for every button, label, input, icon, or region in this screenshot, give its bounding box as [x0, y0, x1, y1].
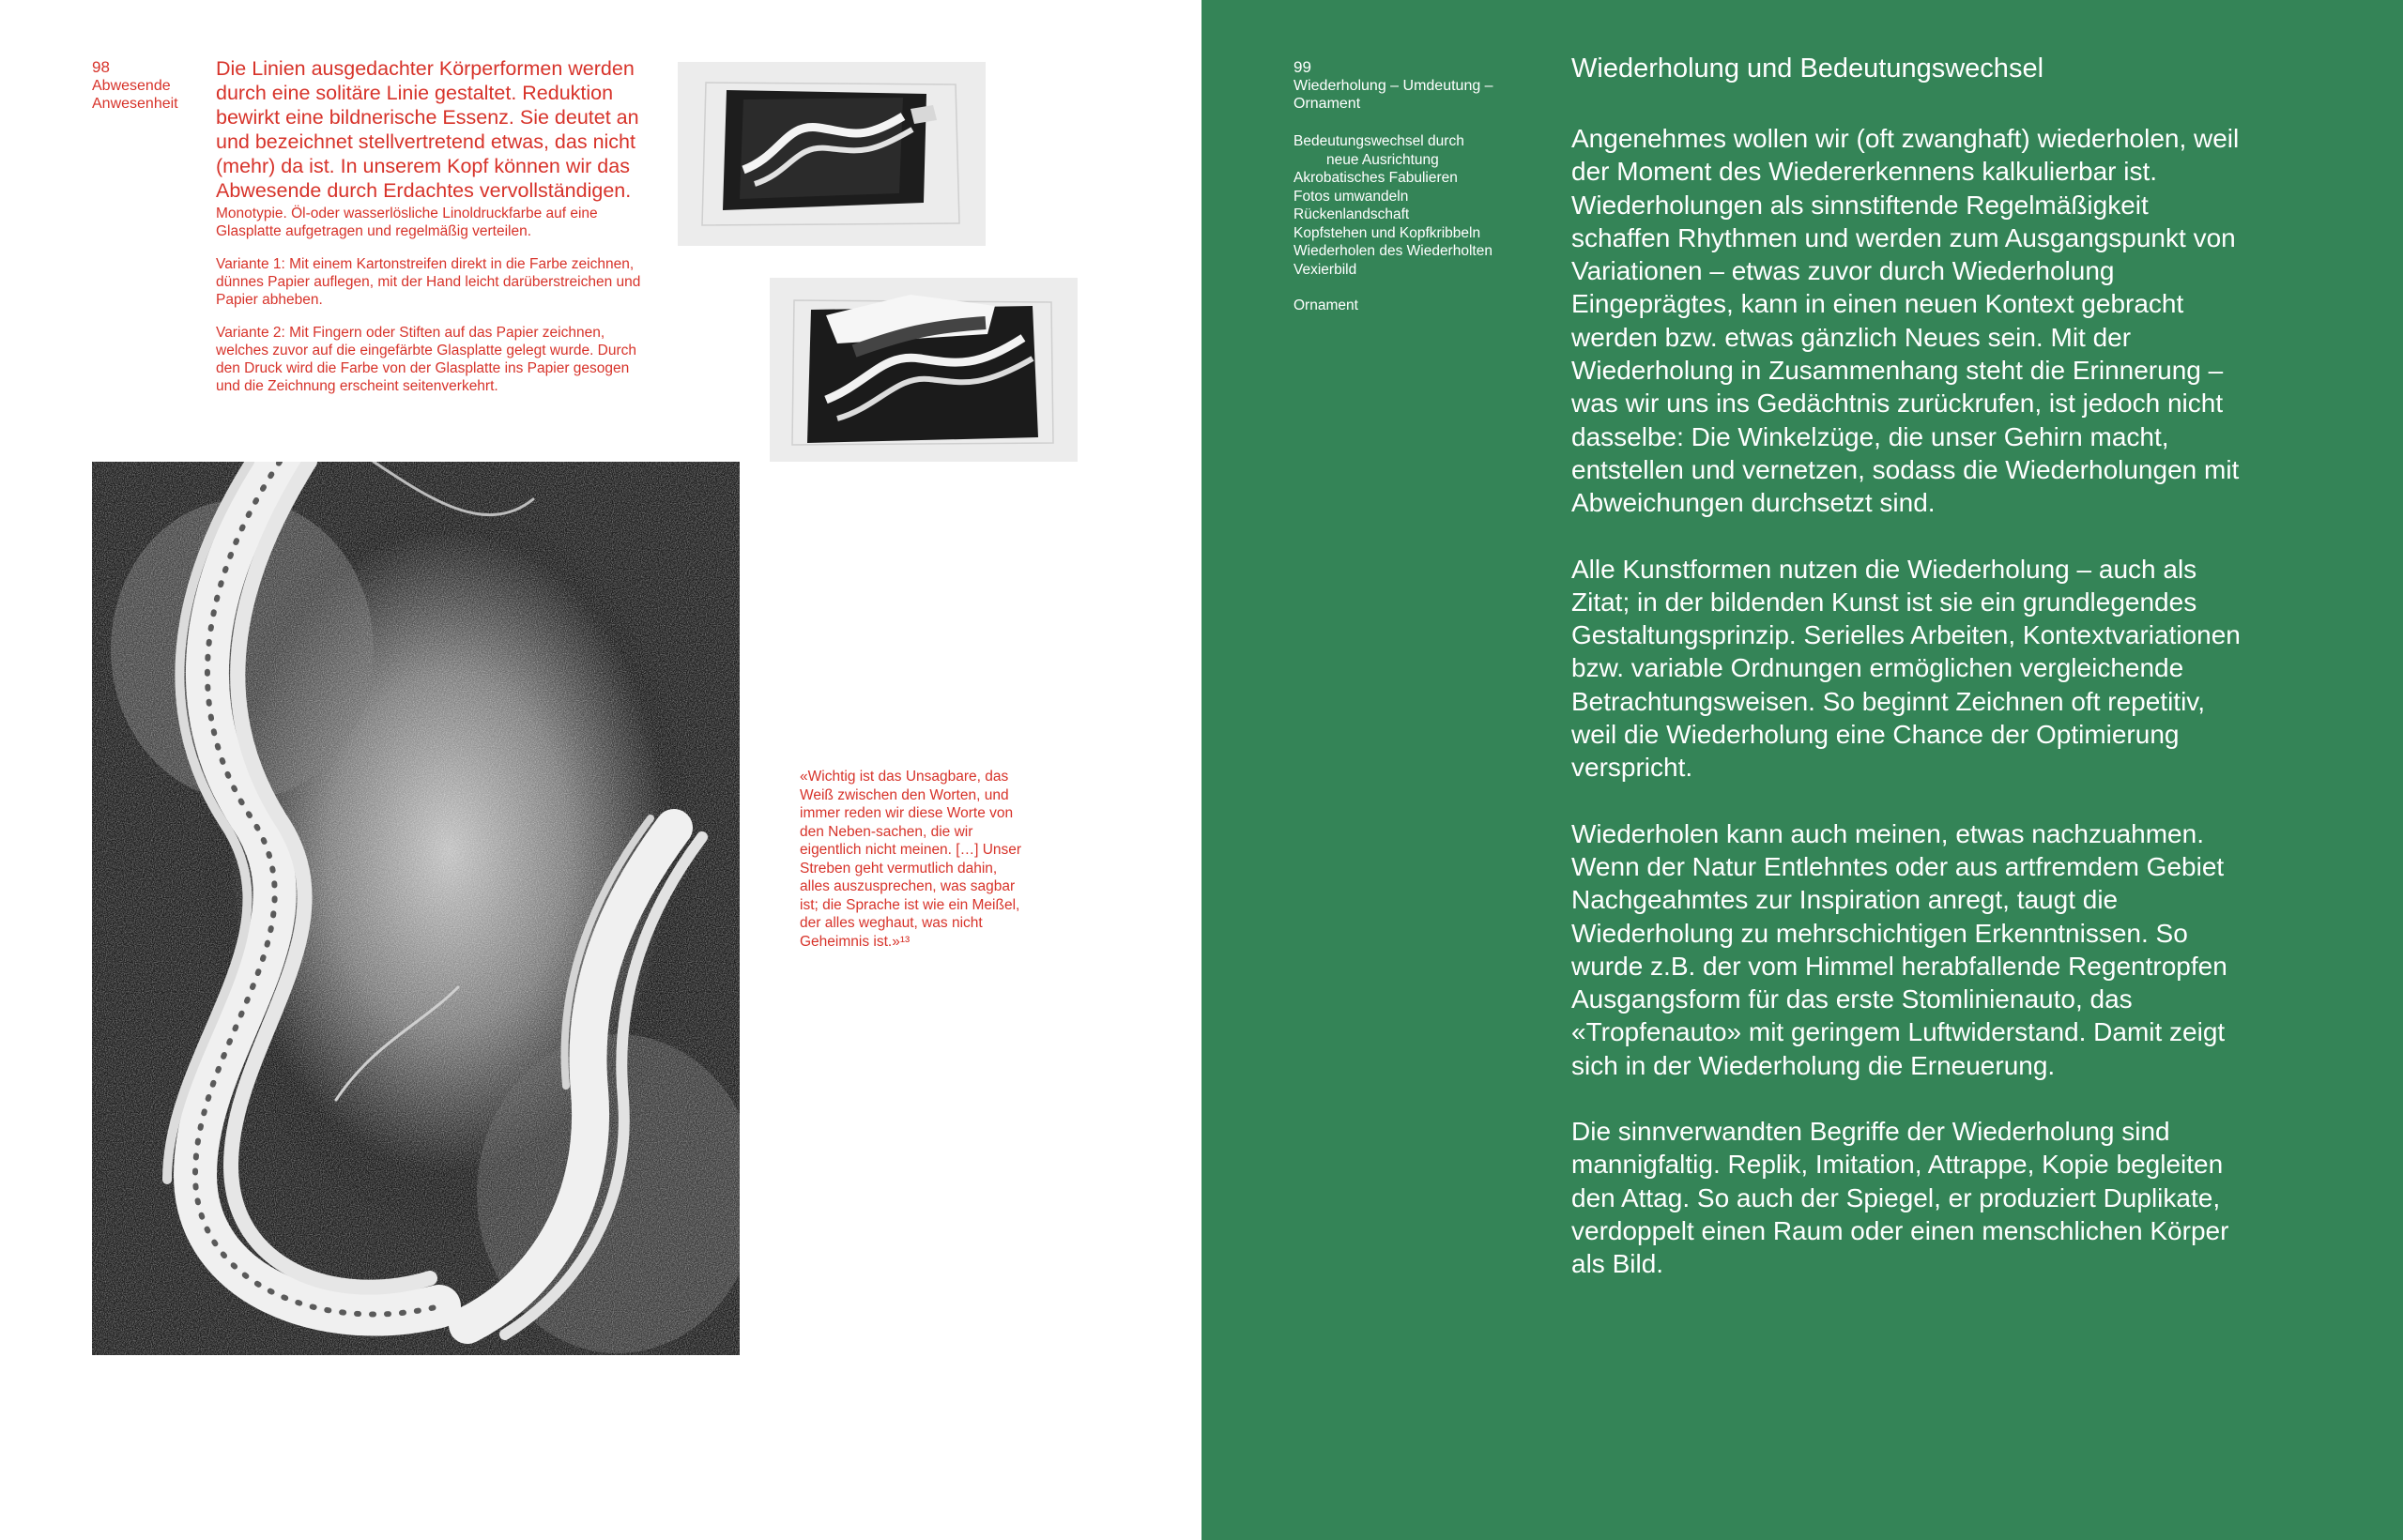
- monotype-photo-2: [770, 278, 1078, 462]
- chapter-list-item: Kopfstehen und Kopfkribbeln: [1293, 224, 1481, 241]
- chapter-list-item: Bedeutungswechsel durch: [1293, 133, 1464, 149]
- right-section-title-line: Wiederholung – Umdeutung –: [1293, 78, 1493, 94]
- body-paragraph: Angenehmes wollen wir (oft zwanghaft) wiederholen, weil der Moment des Wiedererkennens kalkulierbar ist. Wiederholungen als sinnstiftende Regelmäßigkeit schaffen Rhythmen und werden zum Ausgangspunkt von Variationen – etwas zuvor durch Wiederholung Eingeprägtes, kann in einen neuen Kontext gebracht werden bzw. etwas gänzlich Neues sein. Mit der Wiederholung in Zusammenhang steht die Erinnerung – was wir uns ins Gedächtnis zurückrufen, ist jedoch nicht dasselbe: Die Winkelzüge, die unser Gehirn macht, entstellen und vernetzen, sodass die Wiederholungen mit Abweichungen durchsetzt sind.: [1571, 124, 2240, 518]
- instruction-paragraph: Monotypie. Öl-oder wasserlösliche Linoldruckfarbe auf eine Glasplatte aufgetragen und regelmäßig verteilen.: [216, 206, 598, 239]
- left-page-number: 98: [92, 58, 110, 76]
- left-page-header: [92, 58, 195, 113]
- body-paragraph: Wiederholen kann auch meinen, etwas nachzuahmen. Wenn der Natur Entlehntes oder aus artfremdem Gebiet Nachgeahmtes zur Inspiration anregt, taugt die Wiederholung zu mehrschichtigen Erkenntnissen. So wurde z.B. der vom Himmel herabfallende Regentropfen Ausgangsform für das erste Stomlinienauto, das «Tropfenauto» mit geringem Luftwiderstand. Damit zeigt sich in der Wiederholung die Erneuerung.: [1571, 818, 2227, 1080]
- chapter-list-item: Rückenlandschaft: [1293, 206, 1410, 222]
- left-section-title-line: Abwesende: [92, 78, 171, 94]
- monotype-print-svg: [92, 462, 740, 1355]
- right-page: [1202, 0, 2403, 1540]
- instruction-paragraph: Variante 1: Mit einem Kartonstreifen direkt in die Farbe zeichnen, dünnes Papier auflegen, mit der Hand leicht darüberstreichen und Papier abheben.: [216, 256, 641, 308]
- right-page-number: 99: [1293, 58, 1311, 76]
- quote-text: «Wichtig ist das Unsagbare, das Weiß zwischen den Worten, und immer reden wir diese Worte von den Neben-sachen, die wir eigentlich nicht meinen. […] Unser Streben geht vermutlich dahin, alles auszusprechen, was sagbar ist; die Sprache ist wie ein Meißel, der alles weghaut, was nicht Geheimnis ist.»¹³: [800, 769, 1022, 950]
- instructions: [216, 205, 652, 410]
- body-paragraph: Die sinnverwandten Begriffe der Wiederholung sind mannigfaltig. Replik, Imitation, Attrappe, Kopie begleiten den Attag. So auch der Spiegel, er produziert Duplikate, verdoppelt einen Raum oder einen menschlichen Körper als Bild.: [1571, 1117, 2229, 1279]
- right-section-title-line: Ornament: [1293, 96, 1361, 112]
- body-text: [1571, 122, 2242, 1314]
- monotype-photo-1-svg: [678, 62, 986, 246]
- monotype-photo-2-svg: [770, 278, 1078, 462]
- right-page-header: [1293, 58, 1519, 113]
- chapter-list-item: Ornament: [1293, 297, 1358, 313]
- chapter-list-item: neue Ausrichtung: [1326, 151, 1439, 168]
- chapter-list-item: Wiederholen des Wiederholten: [1293, 243, 1492, 259]
- quote: [800, 768, 1025, 966]
- page-title: Wiederholung und Bedeutungswechsel: [1571, 53, 2044, 84]
- left-section-title-line: Anwesenheit: [92, 96, 178, 112]
- instruction-paragraph: Variante 2: Mit Fingern oder Stiften auf das Papier zeichnen, welches zuvor auf die eingefärbte Glasplatte gelegt wurde. Durch den Druck wird die Farbe von der Glasplatte ins Papier gesogen und die Zeichnung erscheint seitenverkehrt.: [216, 325, 637, 394]
- monotype-print-large: [92, 462, 740, 1355]
- chapter-list: [1293, 132, 1538, 315]
- intro-text: Die Linien ausgedachter Körperformen werden durch eine solitäre Linie gestaltet. Reduktion bewirkt eine bildnerische Essenz. Sie deutet an und bezeichnet stellvertretend etwas, das nicht (mehr) da ist. In unserem Kopf können wir das Abwesende durch Erdachtes vervollständigen.: [216, 57, 639, 202]
- body-paragraph: Alle Kunstformen nutzen die Wiederholung – auch als Zitat; in der bildenden Kunst ist sie ein grundlegendes Gestaltungsprinzip. Serielles Arbeiten, Kontextvariationen bzw. variable Ordnungen ermöglichen vergleichende Betrachtungsweisen. So beginnt Zeichnen oft repetitiv, weil die Wiederholung eine Chance der Optimierung verspricht.: [1571, 554, 2241, 783]
- monotype-photo-1: [678, 62, 986, 246]
- chapter-list-item: Fotos umwandeln: [1293, 188, 1409, 205]
- chapter-list-item: Vexierbild: [1293, 261, 1357, 278]
- chapter-list-item: Akrobatisches Fabulieren: [1293, 170, 1458, 186]
